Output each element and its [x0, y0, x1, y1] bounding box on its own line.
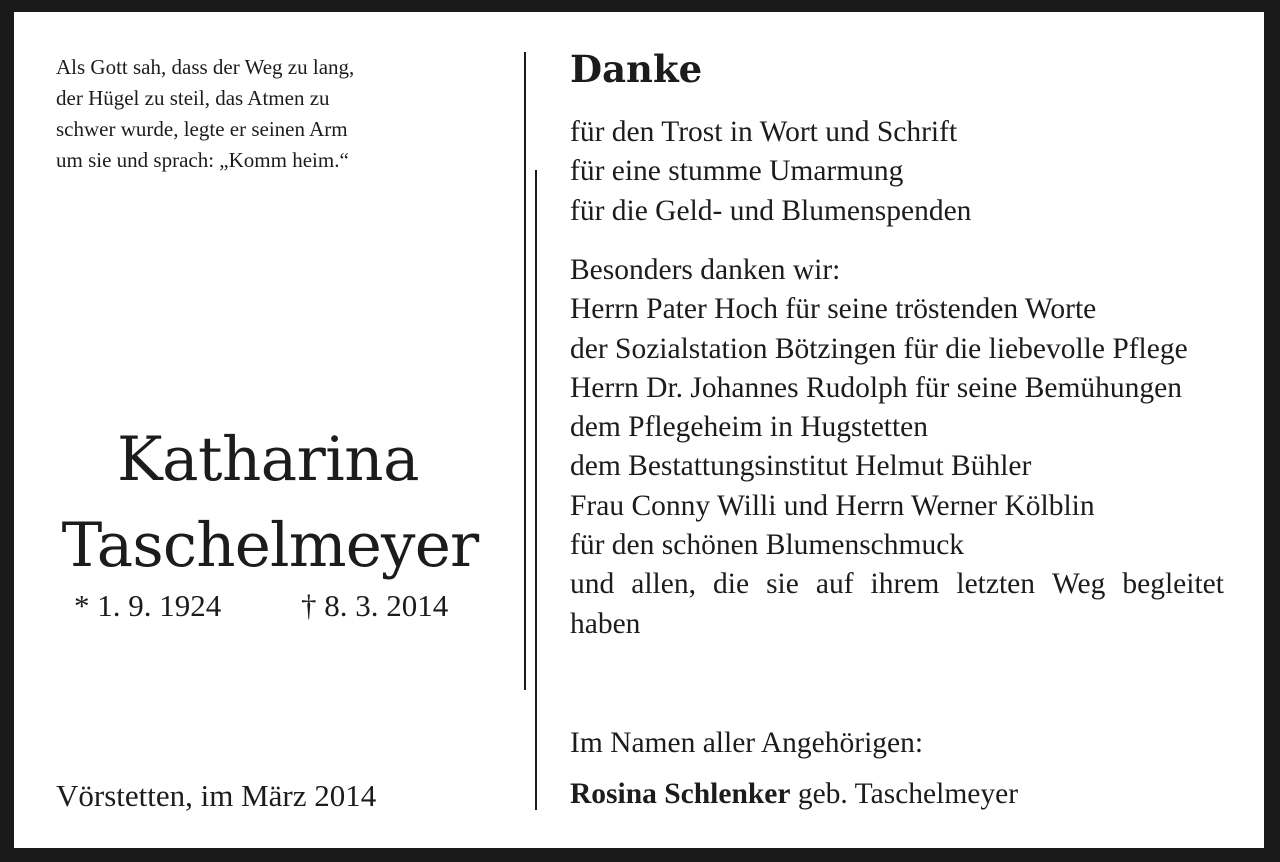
- final-line-word: begleitet: [1122, 568, 1224, 601]
- final-line-word: ihrem: [870, 568, 940, 601]
- special-thanks-line: dem Pflegeheim in Hugstetten: [570, 411, 929, 444]
- birth-date: * 1. 9. 1924: [74, 588, 222, 623]
- signoff-text: Im Namen aller Angehörigen:: [570, 727, 924, 759]
- thanks-heading: Danke: [570, 47, 703, 91]
- quote-line: der Hügel zu steil, das Atmen zu: [56, 86, 330, 110]
- final-line-word: allen,: [631, 568, 696, 601]
- special-thanks-line: der Sozialstation Bötzingen für die liebevolle Pflege: [570, 332, 1188, 365]
- column-divider-left: [524, 52, 526, 690]
- quote-line: schwer wurde, legte er seinen Arm: [56, 117, 348, 141]
- special-thanks-line: Besonders danken wir:: [570, 254, 841, 286]
- special-thanks-final-line: [570, 565, 1224, 604]
- memorial-quote: [56, 52, 456, 176]
- signer-suffix: geb. Taschelmeyer: [797, 778, 1019, 810]
- special-thanks-line: dem Bestattungsinstitut Helmut Bühler: [570, 450, 1032, 483]
- special-thanks-line: Frau Conny Willi und Herrn Werner Kölblin: [570, 489, 1095, 522]
- thanks-line: für die Geld- und Blumenspenden: [570, 194, 972, 227]
- thanks-line: für eine stumme Umarmung: [570, 155, 904, 188]
- special-thanks-line: Herrn Pater Hoch für seine tröstenden Worte: [570, 293, 1097, 326]
- final-line-word: die: [713, 568, 750, 601]
- quote-line: um sie und sprach: „Komm heim.“: [56, 148, 349, 172]
- final-line-word: auf: [815, 568, 854, 601]
- column-divider-right: [535, 170, 537, 810]
- deceased-first-name: Katharina: [117, 424, 419, 495]
- final-line-word: Weg: [1052, 568, 1106, 601]
- death-date: † 8. 3. 2014: [301, 588, 449, 623]
- special-thanks: [570, 251, 1224, 644]
- thanks-line: für den Trost in Wort und Schrift: [570, 116, 958, 148]
- thanks-intro: [570, 113, 971, 231]
- special-thanks-line: für den schönen Blumenschmuck: [570, 529, 965, 562]
- special-thanks-line: haben: [570, 607, 641, 640]
- deceased-last-name: Taschelmeyer: [61, 510, 479, 581]
- signer-name: Rosina Schlenker: [570, 778, 791, 810]
- final-line-word: sie: [766, 568, 799, 601]
- final-line-word: letzten: [956, 568, 1035, 601]
- signer: [570, 774, 1018, 814]
- quote-line: Als Gott sah, dass der Weg zu lang,: [56, 55, 355, 79]
- final-line-word: und: [570, 568, 615, 601]
- special-thanks-line: Herrn Dr. Johannes Rudolph für seine Bemühungen: [570, 371, 1183, 404]
- place-and-date: Vörstetten, im März 2014: [56, 778, 377, 813]
